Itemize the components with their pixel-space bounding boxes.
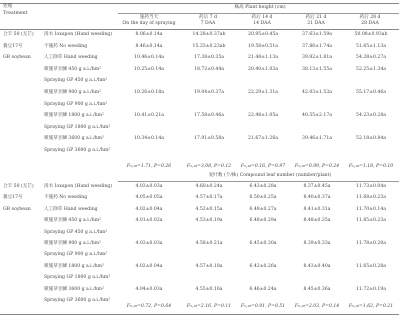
treatment-header-cn: 处理 xyxy=(3,4,13,9)
cultivar-label: 冀豆17号 xyxy=(3,195,23,201)
table-cell: 4.03±0.03a xyxy=(135,241,163,246)
treatment-label: 喷施草甘膦 3600 g a.i./hm² xyxy=(44,286,104,292)
table-cell: 15.33±0.23ab xyxy=(192,43,226,49)
cultivar-label: GR soybean xyxy=(3,55,31,61)
table-cell: 8.39±0.33a xyxy=(303,241,331,246)
table-cell: 20.95±0.45a xyxy=(248,32,278,37)
table-cell: 8.45±0.36a xyxy=(303,286,331,292)
table-cell: 4.03±0.03a xyxy=(135,184,163,189)
treatment-label: Spraying GP 900 g a.i./hm² xyxy=(44,252,108,258)
col-header-2-en: 14 DAA xyxy=(253,21,271,26)
plant-height-group-title: 株高 Plant height (cm) xyxy=(234,5,286,10)
col-header-1-cn: 药后 7 d xyxy=(199,15,217,20)
table-cell: 8.06±0.14a xyxy=(135,32,163,37)
table-cell: 37.86±1.74a xyxy=(302,43,332,49)
table-cell: 4.58±0.21a xyxy=(195,241,223,246)
table-cell: 21.48±1.13a xyxy=(248,55,278,61)
compound-leaf-group-title: 复叶数 (个/株) Compound leaf number (number/plant) xyxy=(208,173,332,178)
col-header-3-cn: 药后 21 d xyxy=(305,15,327,20)
table-cell: 6.48±0.27a xyxy=(249,206,277,212)
table-cell: 4.01±0.02a xyxy=(135,218,163,224)
treatment-label: Spraying GP 450 g a.i./hm² xyxy=(44,78,108,84)
treatment-label: 清水 Ioxapon (Hand weeding) xyxy=(44,32,113,37)
table-cell: 6.42±0.26a xyxy=(249,263,277,269)
table-cell: 17.38±0.35a xyxy=(194,55,224,61)
treatment-label: Spraying GP 1800 g a.i./hm² xyxy=(44,275,111,281)
anova-stat: F₅,₁₈=0.16, P=0.97 xyxy=(240,164,286,169)
table-bottom-rule xyxy=(0,314,399,315)
table-cell: 6.45±0.30a xyxy=(249,241,277,246)
table-cell: 8.40±0.37a xyxy=(303,195,331,201)
anova-stat: F₅,₁₈=1.71, P=0.26 xyxy=(126,164,172,169)
table-cell: 14.28±0.37ab xyxy=(192,32,226,37)
treatment-label: 喷施草甘膦 1800 g a.i./hm² xyxy=(44,113,104,119)
anova-stat: F₅,₁₈=0.72, P=0.64 xyxy=(126,304,172,309)
anova-stat: F₅,₁₈=3.08, P=0.12 xyxy=(186,164,232,169)
table-cell: 17.91±0.58a xyxy=(194,136,224,142)
treatment-label: 不施药 No weeding xyxy=(44,43,88,49)
cultivar-label: 冀豆17号 xyxy=(3,43,23,49)
table-cell: 4.02±0.04a xyxy=(135,263,163,269)
table-cell: 10.46±0.14a xyxy=(134,55,164,61)
treatment-label: Spraying GP 3600 g a.i./hm² xyxy=(44,298,111,303)
anova-stat: F₅,₁₈=2.03, P=0.14 xyxy=(294,304,340,309)
treatment-label: 喷施草甘膦 1800 g a.i./hm² xyxy=(44,263,104,269)
table-cell: 54.23±0.28a xyxy=(356,113,386,119)
table-top-rule xyxy=(0,3,399,4)
col-header-4-cn: 药后 28 d xyxy=(359,15,381,20)
anova-stat: F₅,₁₈=0.91, P=0.51 xyxy=(240,304,286,309)
anova-stat: F₅,₁₈=1.18, P=0.10 xyxy=(348,164,394,169)
treatment-label: 人工除草 Hand weeding xyxy=(44,55,98,61)
cultivar-label: 合丰 50 (无芒) xyxy=(3,32,34,37)
table-cell: 6.50±0.25a xyxy=(249,195,277,201)
treatment-label: 喷施草甘膦 450 g a.i./hm² xyxy=(44,218,101,224)
treatment-label: 喷施草甘膦 900 g a.i./hm² xyxy=(44,241,101,246)
treatment-label: 喷施草甘膦 450 g a.i./hm² xyxy=(44,66,101,72)
table-cell: 42.03±1.53a xyxy=(302,90,332,95)
treatment-label: 喷施草甘膦 3600 g a.i./hm² xyxy=(44,136,104,142)
table-cell: 17.58±0.46a xyxy=(194,113,224,119)
anova-stat: F₅,₁₈=2.16, P=0.11 xyxy=(186,304,232,309)
table-cell: 10.34±0.14a xyxy=(134,136,164,142)
col-header-4-en: 28 DAA xyxy=(361,21,379,26)
treatment-label: 喷施草甘膦 900 g a.i./hm² xyxy=(44,90,101,95)
cultivar-label: GR soybean xyxy=(3,206,31,212)
treatment-label: Spraying GP 3600 g a.i./hm² xyxy=(44,148,111,153)
table-cell: 6.43±0.28a xyxy=(249,184,277,189)
treatment-label: Spraying GP 450 g a.i./hm² xyxy=(44,229,108,235)
table-cell: 4.05±0.05a xyxy=(135,195,163,201)
table-cell: 10.25±0.14a xyxy=(134,66,164,72)
table-cell: 19.58±0.51a xyxy=(248,43,278,49)
table-cell: 4.04±0.03a xyxy=(135,286,163,292)
table-cell: 11.73±0.04a xyxy=(356,184,386,189)
table-cell: 4.57±0.17a xyxy=(195,195,223,201)
table-cell: 4.52±0.15a xyxy=(195,206,223,212)
table-cell: 8.41±0.31a xyxy=(303,206,331,212)
anova-stat: F₅,₁₈=0.99, P=0.24 xyxy=(294,164,340,169)
table-cell: 8.37±0.45a xyxy=(303,184,331,189)
header-bottom-rule xyxy=(0,29,399,30)
col-header-1-en: 7 DAA xyxy=(200,21,216,26)
table-cell: 4.57±0.18a xyxy=(195,263,223,269)
treatment-header-en: Treatment xyxy=(3,11,28,16)
table-cell: 50.08±0.93ab xyxy=(354,32,388,37)
table-cell: 52.25±1.34a xyxy=(356,66,386,72)
table-cell: 40.55±2.17a xyxy=(302,113,332,119)
col-header-0-en: On the day of spraying xyxy=(122,21,176,26)
table-cell: 20.40±1.03a xyxy=(248,66,278,72)
table-cell: 11.78±0.20a xyxy=(356,241,386,246)
table-cell: 22.29±1.31a xyxy=(248,90,278,95)
table-cell: 11.65±0.28a xyxy=(356,263,386,269)
table-cell: 19.04±0.37a xyxy=(194,90,224,95)
treatment-label: 清水 Ioxapon (Hand weeding) xyxy=(44,184,113,189)
table-cell: 4.53±0.19a xyxy=(195,218,223,224)
table-cell: 8.43±0.40a xyxy=(303,263,331,269)
table-cell: 11.68±0.23a xyxy=(356,195,386,201)
table-cell: 21.67±1.26a xyxy=(248,136,278,142)
table-cell: 6.48±0.29a xyxy=(249,218,277,224)
cultivar-label: 合丰 50 (无芒) xyxy=(3,184,34,189)
section2-group-rule xyxy=(118,181,399,182)
col-header-2-cn: 药后 14 d xyxy=(251,15,273,20)
table-cell: 11.70±0.14a xyxy=(356,206,386,212)
table-cell: 39.46±1.71a xyxy=(302,136,332,142)
table-cell: 52.18±0.84a xyxy=(356,136,386,142)
table-cell: 54.28±0.27a xyxy=(356,55,386,61)
table-cell: 22.48±1.05a xyxy=(248,113,278,119)
table-cell: 51.65±1.13a xyxy=(356,43,386,49)
table-cell: 8.48±0.35a xyxy=(303,218,331,224)
table-cell: 4.55±0.16a xyxy=(195,286,223,292)
anova-stat: F₅,₁₈=1.62, P=0.21 xyxy=(348,304,394,309)
table-cell: 18.72±0.44a xyxy=(194,66,224,72)
table-cell: 37.63±1.59a xyxy=(302,32,332,37)
header-group-rule xyxy=(118,13,399,14)
treatment-label: 不施药 No weeding xyxy=(44,195,88,201)
table-cell: 6.46±0.24a xyxy=(249,286,277,292)
col-header-3-en: 21 DAA xyxy=(307,21,325,26)
col-header-0-cn: 施药当天 xyxy=(139,15,159,20)
treatment-label: Spraying GP 1800 g a.i./hm² xyxy=(44,124,111,130)
table-cell: 38.13±1.55a xyxy=(302,66,332,72)
table-cell: 4.02±0.04a xyxy=(135,206,163,212)
table-cell: 10.26±0.18a xyxy=(134,90,164,95)
table-cell: 8.46±0.14a xyxy=(135,43,163,49)
table-cell: 11.72±0.19a xyxy=(356,286,386,292)
treatment-label: Spraying GP 900 g a.i./hm² xyxy=(44,101,108,107)
table-cell: 4.60±0.24a xyxy=(195,184,223,189)
treatment-label: 人工除草 Hand weeding xyxy=(44,206,98,212)
table-cell: 55.17±0.46a xyxy=(356,90,386,95)
table-cell: 10.41±0.21a xyxy=(134,113,164,119)
table-cell: 39.82±1.81a xyxy=(302,55,332,61)
table-cell: 11.85±0.23a xyxy=(356,218,386,224)
